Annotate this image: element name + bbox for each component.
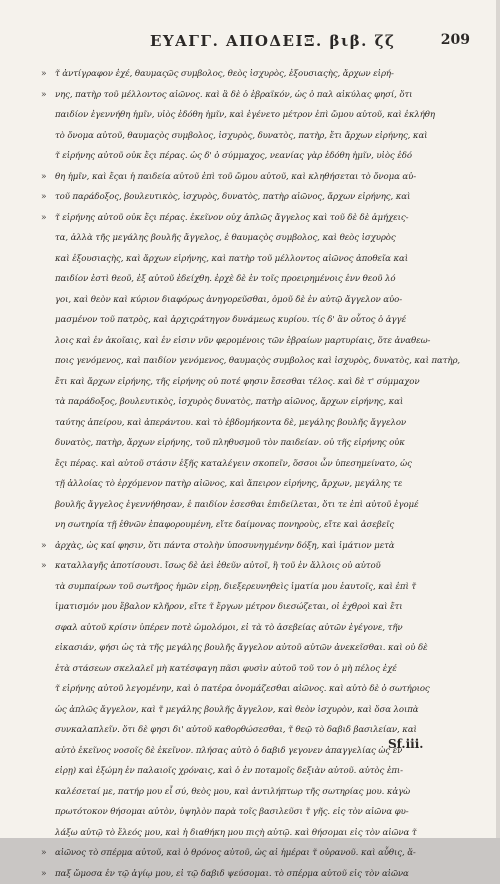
text-line xyxy=(55,761,437,782)
line-text: ταύτης ἀπείρου, καὶ ἀπεράντου. καὶ τὸ ἑβδομήκοντα δὲ, μεγάλης βουλῆς ἄγγελον xyxy=(55,418,406,428)
page-header xyxy=(150,32,440,54)
text-line xyxy=(55,495,437,516)
line-text: νη σωτηρία τῇ ἐθνῶν ἐπαφορουμένη, εἴτε δαίμονας πονηροὺς, εἴτε καὶ ἀσεβεῖς xyxy=(55,520,394,530)
line-text: νης, πατὴρ τοῦ μέλλοντος αἰῶνος. καὶ ἃ δὲ ὁ ἑβραϊκόν, ὡς ὁ παλ αἰκύλας φησί, ὅτι xyxy=(55,90,412,100)
line-text: δυνατὸς, πατὴρ, ἄρχων εἰρήνης, τοῦ πληθυσμοῦ τὸν παιδείαν. οὐ τῆς εἰρήνης οὐκ xyxy=(55,438,405,448)
text-line xyxy=(55,208,437,229)
line-text: τὸ ὄνομα αὐτοῦ, θαυμαςὸς συμβολος, ἰσχυρὸς, δυνατὸς, πατὴρ, ἔτι ἄρχων εἰρήνης, καὶ xyxy=(55,131,427,141)
line-text: τὰ παράδοξος, βουλευτικὸς, ἰσχυρὸς δυνατὸς, πατὴρ αἰῶνος, ἄρχων εἰρήνης, καὶ xyxy=(55,397,403,407)
quotation-margin-mark: » xyxy=(41,167,53,188)
line-text: ἀρχὰς, ὡς καί φησιν, ὅτι πάντα στολὴν ὑποσυνηγμένην δόξη, καὶ ἱμάτιον μετὰ xyxy=(55,541,394,551)
text-line xyxy=(55,187,437,208)
text-line xyxy=(55,659,437,680)
line-text: εἰρῃ) καὶ ἐξώμη ἐν παλαιοῖς χρόναις, καὶ ὁ ἐν ποταμοῖς δεξιὰν αὐτοῦ. αὐτὸς ἐπι- xyxy=(55,766,403,776)
text-line xyxy=(55,618,437,639)
quotation-margin-mark: » xyxy=(41,556,53,577)
line-text: γοι, καὶ θεὸν καὶ κύριον διαφόρως ἀνηγορεῦσθαι, ὁμοῦ δὲ ἐν αὐτῷ ἄγγελον αὐο- xyxy=(55,295,402,305)
text-line xyxy=(55,536,437,557)
text-line xyxy=(55,474,437,495)
line-text: τ̃ εἰρήνης αὐτοῦ οὐκ ἔςι πέρας. ὡς δ' ὁ σύμμαχος, νεανίας γὰρ ἐδόθη ἡμῖν, υἱὸς ἐδό xyxy=(55,151,412,161)
text-line xyxy=(55,167,437,188)
line-text: μασμένον τοῦ πατρὸς, καὶ ἀρχιςράτηγον δυνάμεως κυρίου. τίς δ' ἂν οὗτος ὁ ἀγγέ xyxy=(55,315,406,325)
line-text: αὐτὸ ἐκεῖνος νοσοῖς δὲ ἐκεῖνον. πλήσας αὐτὸ ὁ δαβιδ γεγονεν ἀπαγγελίας ὡς ἐν xyxy=(55,746,402,756)
quotation-margin-mark: » xyxy=(41,864,53,884)
text-line xyxy=(55,454,437,475)
text-line xyxy=(55,146,437,167)
line-text: τα, ἀλλὰ τῆς μεγάλης βουλῆς ἄγγελος, ἐ θαυμαςὸς συμβολος, καὶ θεὸς ἰσχυρὸς xyxy=(55,233,396,243)
text-line xyxy=(55,249,437,270)
text-line xyxy=(55,105,437,126)
quotation-margin-mark: » xyxy=(41,187,53,208)
line-text: ἔςι πέρας. καὶ αὐτοῦ στάσιν ἐξῆς καταλέγειν σκοπεῖν, ὅσσοι ὧν ὑπεσημείνατο, ὡς xyxy=(55,459,412,469)
line-text: καταλλαγῆς ἀποτίσουσι. ἴσως δὲ ἀεὶ ἐθεῦν αὐτοῖ, ἢ τοῦ ἐν ἄλλοις οὐ αὐτοῦ xyxy=(55,561,381,571)
line-text: αἰῶνος τὸ σπέρμα αὐτοῦ, καὶ ὁ θρόνος αὐτοῦ, ὡς αἱ ἡμέραι τ̃ οὐρανοῦ. καὶ αὖθις, ἅ- xyxy=(55,848,416,858)
quotation-margin-mark: » xyxy=(41,85,53,106)
page-edge xyxy=(496,0,500,838)
text-line xyxy=(55,556,437,577)
line-text: συνκαλαπλεῖν. ὅτι δὲ φησι δι' αὐτοῦ καθορθώσεσθαι, τ̃ θεῷ τὸ δαβιδ βασιλείαν, καὶ xyxy=(55,725,417,735)
line-text: παιδίον ἐστὶ θεοῦ, ἐξ αὐτοῦ ἐδείχθη. ἐρχὲ δὲ ἐν τοῖς προειρημένοις ἐνν θεοῦ λό xyxy=(55,274,395,284)
text-line xyxy=(55,679,437,700)
quotation-margin-mark: » xyxy=(41,843,53,864)
text-line xyxy=(55,310,437,331)
quotation-margin-mark: » xyxy=(41,536,53,557)
text-line xyxy=(55,64,437,85)
line-text: τ̃ ἀντίγραφον ἐχέ, θαυμαςῶς συμβολος, θεὸς ἰσχυρὸς, ἐξουσιαςὴς, ἄρχων εἰρή- xyxy=(55,69,394,79)
line-text: τῇ ἀλλοίας τὸ ἐρχόμενον πατὴρ αἰῶνος, καὶ ἄπειρον εἰρήνης, ἄρχων, μεγάλης τε xyxy=(55,479,402,489)
line-text: ἐτὰ στάσεων σκελαλεῖ μὴ κατέσφαγη πᾶσι φυσὶν αὐτοῦ τοῦ τον ὁ μὴ πέλος ἐχέ xyxy=(55,664,397,674)
text-line xyxy=(55,741,437,762)
line-text: παξ ὤμοσα ἐν τῷ ἁγίῳ μου, εἰ τῷ δαβιδ ψεύσομαι. τὸ σπέρμα αὐτοῦ εἰς τὸν αἰῶνα xyxy=(55,869,409,879)
line-text: καλέσεταί με, πατήρ μου εἶ σύ, θεὸς μου, καὶ ἀντιλήπτωρ τῆς σωτηρίας μου. κἀγὼ xyxy=(55,787,410,797)
quotation-margin-mark: » xyxy=(41,64,53,85)
line-text: εἰκασιάν, φήσι ὡς τὰ τῆς μεγάλης βουλῆς ἄγγελον αὐτοῦ αὐτῶν ἀνεκεῖσθαι. καὶ οὐ δὲ xyxy=(55,643,428,653)
line-text: ποις γενόμενος, καὶ παιδίον γενόμενος, θαυμαςὸς συμβολος καὶ ἰσχυρὸς, δυνατὸς, καὶ πατὴρ, xyxy=(55,356,460,366)
text-line xyxy=(55,577,437,598)
line-text: σφαλ αὐτοῦ κρίσιν ὑπέρεν ποτὲ ὡμολόμοι, εἰ τὰ τὸ ἀσεβείας αὐτῶν ἐγέγονε, τῆν xyxy=(55,623,403,633)
text-line xyxy=(55,269,437,290)
line-text: βουλῆς ἄγγελος ἐγεννήθησαν, ἐ παιδίον ἐσεσθαι ἐπιδείλεται, ὅτι τε ἐπὶ αὐτοῦ ἐγομέ xyxy=(55,500,419,510)
text-line xyxy=(55,700,437,721)
line-text: τ̃ εἰρήνης αὐτοῦ λεγομένην, καὶ ὁ πατέρα ὀνομάζεσθαι αἰῶνος. καὶ αὐτὸ δὲ ὁ σωτήριος xyxy=(55,684,430,694)
text-line xyxy=(55,782,437,803)
text-line xyxy=(55,85,437,106)
line-text: τὰ συμπαίρων τοῦ σωτῆρος ἡμῶν εἰρῃ, διεξερευνηθεὶς ἱματία μου ἑαυτοῖς, καὶ ἐπὶ τ̃ xyxy=(55,582,416,592)
text-line xyxy=(55,823,437,844)
text-line xyxy=(55,802,437,823)
text-line xyxy=(55,290,437,311)
line-text: καὶ ἐξουσιαςὴς, καὶ ἄρχων εἰρήνης, καὶ πατὴρ τοῦ μέλλοντος αἰῶνος ἀποθεῖα καὶ xyxy=(55,254,408,264)
text-line xyxy=(55,720,437,741)
line-text: πρωτότοκον θήσομαι αὐτὸν, ὑψηλὸν παρὰ τοῖς βασιλεῦσι τ̃ γῆς. εἰς τὸν αἰῶνα φυ- xyxy=(55,807,409,817)
running-head: ΕΥΑΓΓ. ΑΠΟΔΕΙΞ. βιβ. ζζ xyxy=(150,32,395,50)
printer-signature-mark: Sf.iii. xyxy=(388,737,423,751)
text-line xyxy=(55,331,437,352)
text-line xyxy=(55,392,437,413)
line-text: ἔτι καὶ ἄρχων εἰρήνης, τῆς εἰρήνης οὐ ποτέ φησιν ἔσεσθαι τέλος. καὶ δὲ τ' σύμμαχον xyxy=(55,377,420,387)
text-line xyxy=(55,351,437,372)
text-line xyxy=(55,372,437,393)
page-number: 209 xyxy=(441,32,470,48)
greek-text-block xyxy=(55,64,437,884)
text-line xyxy=(55,228,437,249)
line-text: παιδίον ἐγεννήθη ἡμῖν, υἱὸς ἐδόθη ἡμῖν, καὶ ἐγένετο μέτρον ἐπὶ ὤμου αὐτοῦ, καὶ ἐκλήθη xyxy=(55,110,435,120)
quotation-margin-mark: » xyxy=(41,208,53,229)
text-line xyxy=(55,433,437,454)
text-line xyxy=(55,864,437,884)
text-line xyxy=(55,843,437,864)
line-text: θη ἡμῖν, καὶ ἔςαι ἡ παιδεία αὐτοῦ ἐπὶ τοῦ ὤμου αὐτοῦ, καὶ κληθήσεται τὸ ὄνομα αὐ- xyxy=(55,172,416,182)
text-line xyxy=(55,597,437,618)
line-text: λάξω αὐτῷ τὸ ἔλεός μου, καὶ ἡ διαθήκη μου πιςὴ αὐτῷ. καὶ θήσομαι εἰς τὸν αἰῶνα τ̃ xyxy=(55,828,417,838)
line-text: ἱματισμόν μου ἔβαλον κλῆρον, εἴτε τ̃ ἔργων μέτρον διεσώζεται, οἱ ἐχθροὶ καὶ ἔτι xyxy=(55,602,403,612)
text-line xyxy=(55,515,437,536)
line-text: τοῦ παράδοξος, βουλευτικὸς, ἰσχυρὸς, δυνατὸς, πατὴρ αἰῶνος, ἄρχων εἰρήνης, καὶ xyxy=(55,192,410,202)
line-text: τ̃ εἰρήνης αὐτοῦ οὐκ ἔςι πέρας. ἐκεῖνον οὐχ ἁπλῶς ἄγγελος καὶ τοῦ δὲ δὲ ἀμήχεις- xyxy=(55,213,408,223)
text-line xyxy=(55,413,437,434)
line-text: ὡς ἁπλῶς ἄγγελον, καὶ τ̃ μεγάλης βουλῆς ἄγγελον, καὶ θεὸν ἰσχυρὸν, καὶ ὅσα λοιπὰ xyxy=(55,705,419,715)
line-text: λοις καὶ ἐν ἀκοῖαις, καὶ ἐν εἰσιν νῦν φερομένοις τῶν ἑβραίων μαρτυρίαις, ὅτε ἀναθεω- xyxy=(55,336,430,346)
text-line xyxy=(55,126,437,147)
text-line xyxy=(55,638,437,659)
